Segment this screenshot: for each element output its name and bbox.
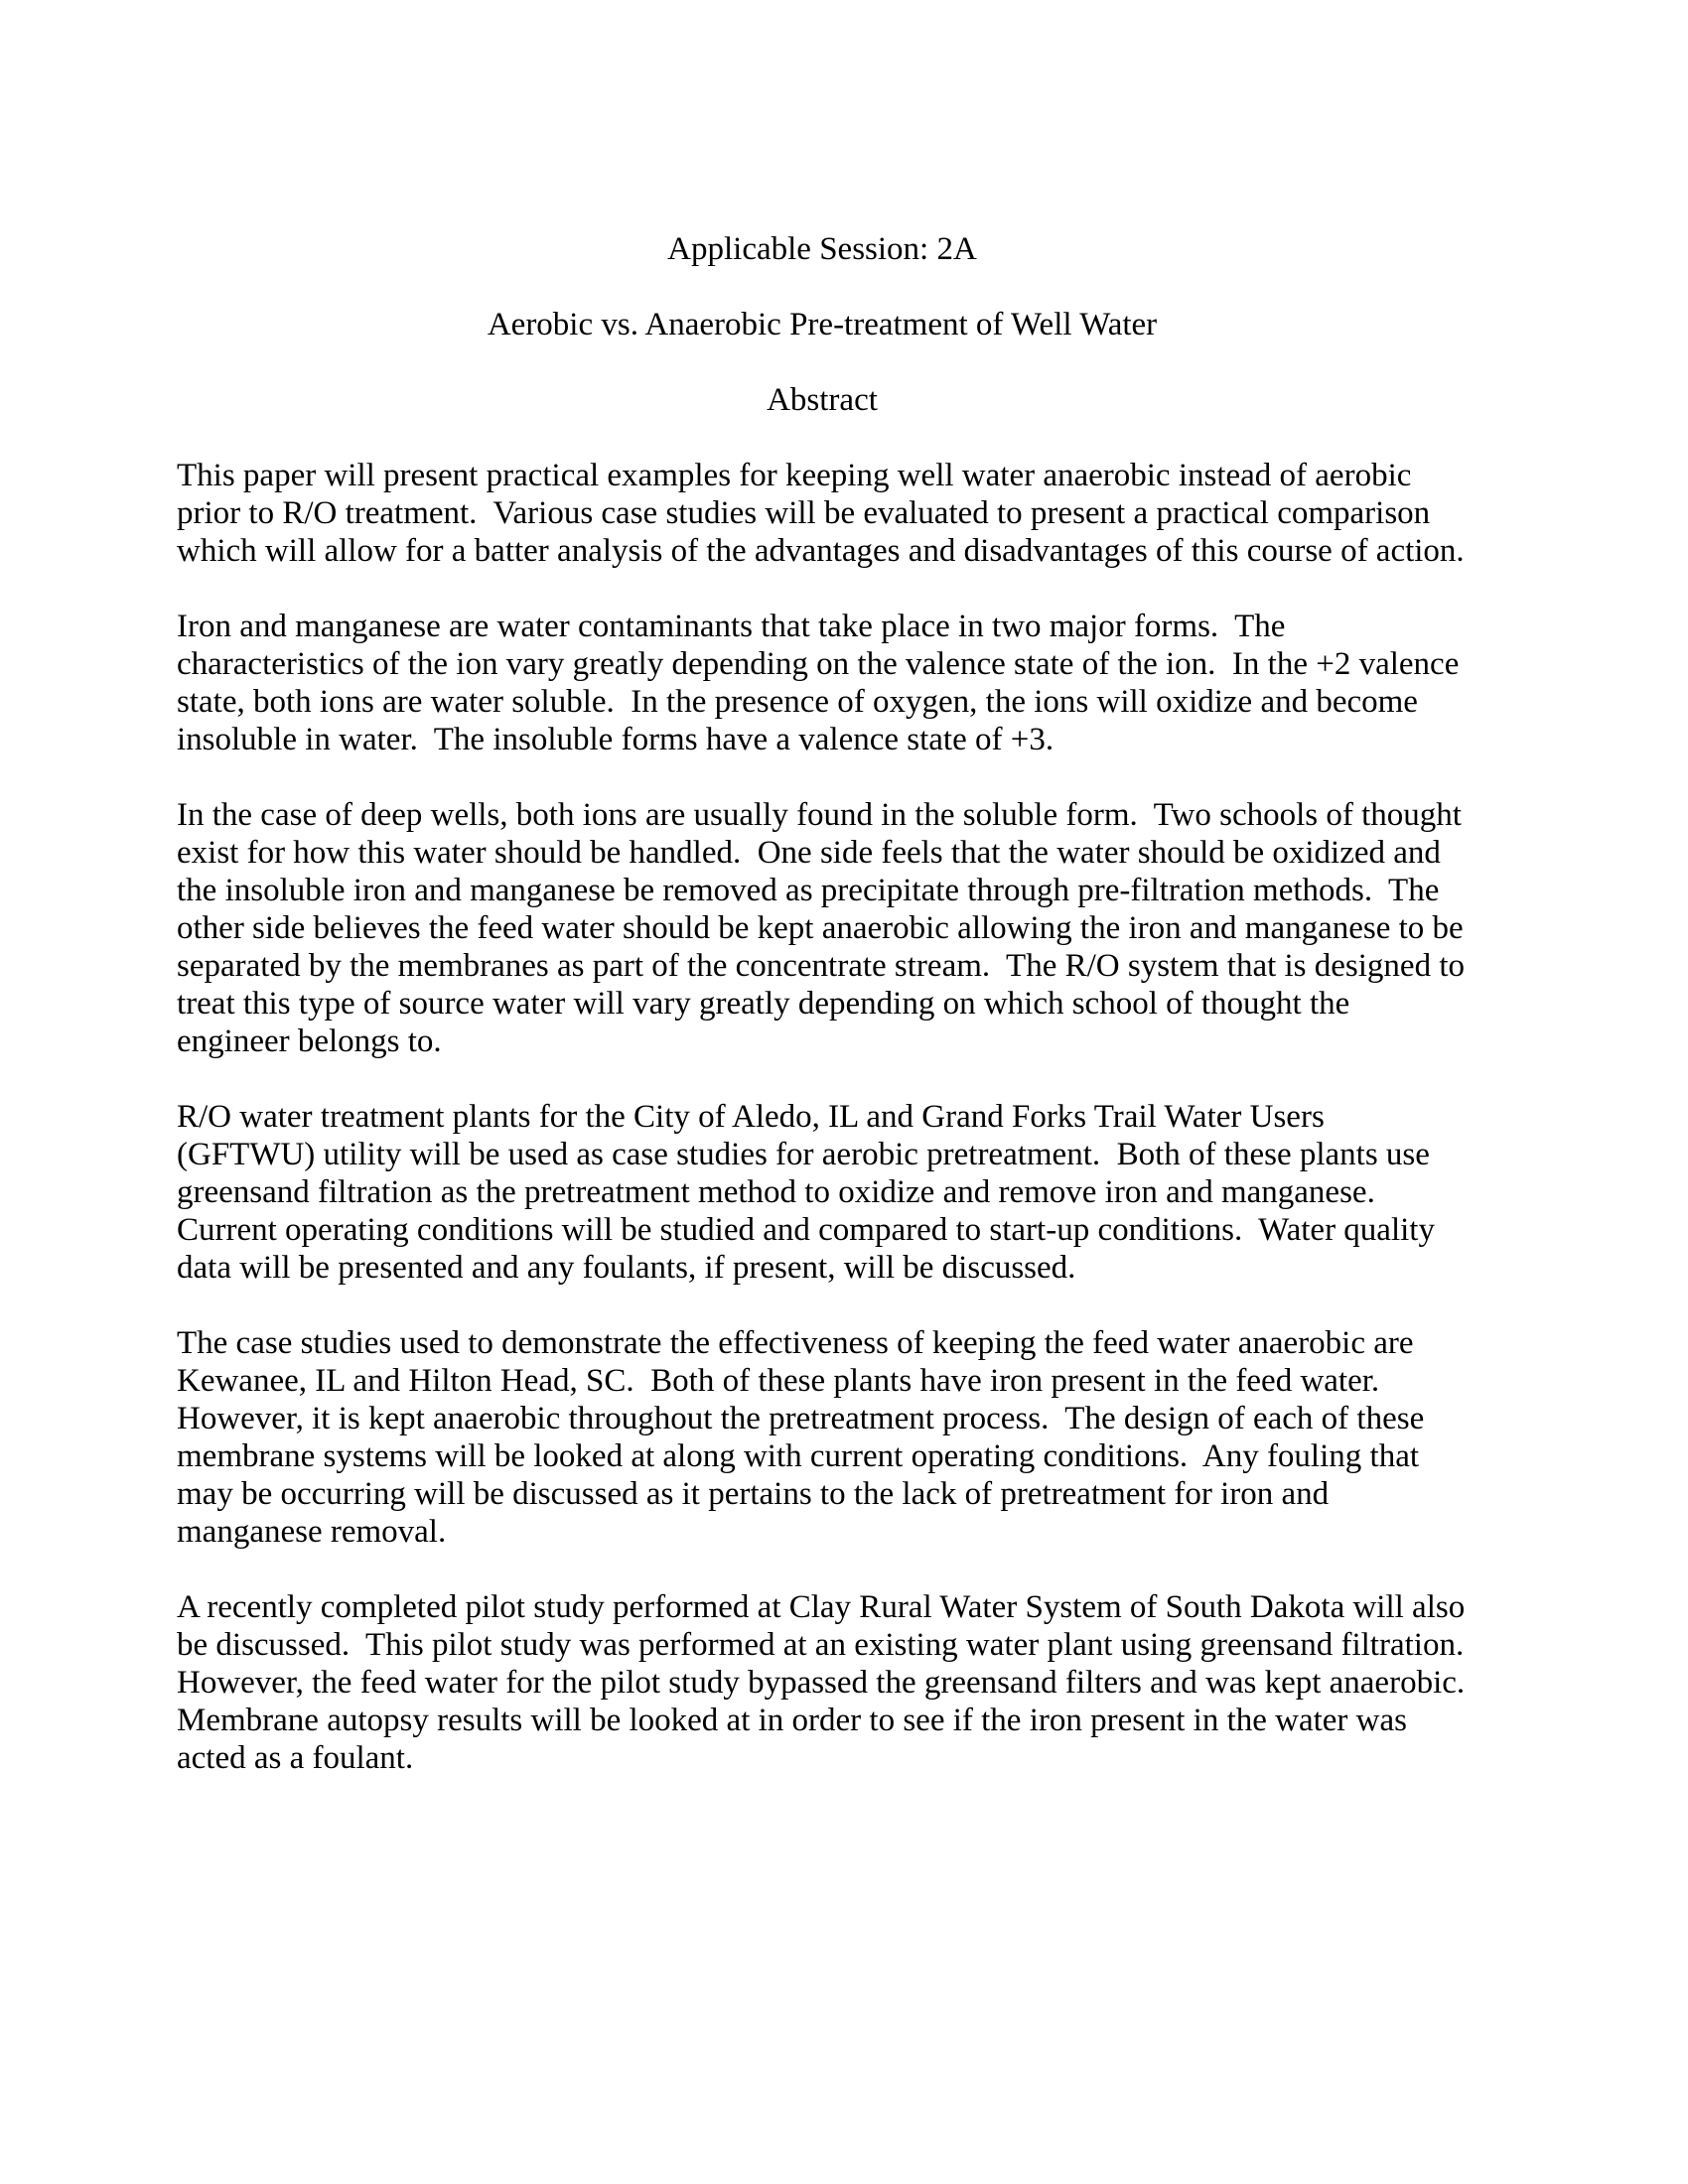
abstract-paragraph-4: R/O water treatment plants for the City of Aledo, IL and Grand Forks Trail Water Users (GFTWU) utility will be used as case studies for aerobic pretreatment. Both of these plants use greensand filtration as the pretreatment method to oxidize and remove iron and manganese. Current operating conditions will be studied and compared to start-up conditions. Water quality data will be presented and any foulants, if present, will be discussed.	[177, 1099, 1444, 1286]
abstract-paragraph-6: A recently completed pilot study performed at Clay Rural Water System of South Dakota will also be discussed. This pilot study was performed at an existing water plant using greensand filtration. However, the feed water for the pilot study bypassed the greensand filters and was kept anaerobic. Membrane autopsy results will be looked at in order to see if the iron present in the water was acted as a foulant.	[177, 1589, 1481, 1776]
abstract-paragraph-2: Iron and manganese are water contaminants that take place in two major forms. The characteristics of the ion vary greatly depending on the valence state of the ion. In the +2 valence state, both ions are water soluble. In the presence of oxygen, the ions will oxidize and become insoluble in water. The insoluble forms have a valence state of +3.	[177, 609, 1468, 757]
abstract-paragraph-5: The case studies used to demonstrate the effectiveness of keeping the feed water anaerobic are Kewanee, IL and Hilton Head, SC. Both of these plants have iron present in the feed water. However, it is kept anaerobic throughout the pretreatment process. The design of each of these membrane systems will be looked at along with current operating conditions. Any fouling that may be occurring will be discussed as it pertains to the lack of pretreatment for iron and manganese removal.	[177, 1325, 1433, 1550]
abstract-paragraph-1: This paper will present practical examples for keeping well water anaerobic instead of aerobic prior to R/O treatment. Various case studies will be evaluated to present a practical comparison which will allow for a batter analysis of the advantages and disadvantages of this course of action.	[177, 458, 1465, 569]
abstract-paragraph-3: In the case of deep wells, both ions are usually found in the soluble form. Two schools of thought exist for how this water should be handled. One side feels that the water should be oxidized and the insoluble iron and manganese be removed as precipitate through pre-filtration methods. The other side believes the feed water should be kept anaerobic allowing the iron and manganese to be separated by the membranes as part of the concentrate stream. The R/O system that is designed to treat this type of source water will vary greatly depending on which school of thought the engineer belongs to.	[177, 797, 1474, 1059]
session-line: Applicable Session: 2A	[667, 231, 977, 267]
paper-title: Aerobic vs. Anaerobic Pre-treatment of Well Water	[487, 307, 1158, 342]
abstract-heading: Abstract	[767, 382, 878, 418]
